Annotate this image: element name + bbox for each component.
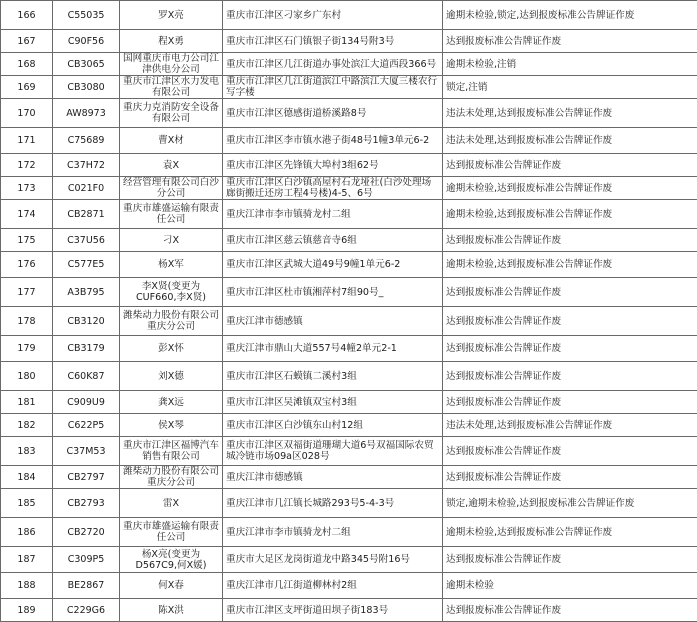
row-number-cell: 180 bbox=[1, 362, 53, 391]
address-cell: 重庆市江津区刁家乡广东村 bbox=[223, 1, 443, 30]
table-row bbox=[1, 128, 697, 154]
table-row bbox=[1, 573, 697, 599]
address-cell: 重庆江津市德感镇 bbox=[223, 307, 443, 336]
owner-cell: 雷X bbox=[120, 489, 223, 518]
status-note-cell: 达到报废标准公告牌证作废 bbox=[443, 391, 697, 414]
plate-number-cell: C909U9 bbox=[53, 391, 120, 414]
plate-number-cell: C37H72 bbox=[53, 154, 120, 177]
plate-number-cell: C229G6 bbox=[53, 599, 120, 622]
table-row bbox=[1, 466, 697, 489]
status-note-cell: 达到报废标准公告牌证作废 bbox=[443, 466, 697, 489]
plate-number-cell: C90F56 bbox=[53, 30, 120, 53]
owner-cell: 曹X材 bbox=[120, 128, 223, 154]
address-cell: 重庆市江津区石门镇银子街134号附3号 bbox=[223, 30, 443, 53]
table-row bbox=[1, 307, 697, 336]
row-number-cell: 183 bbox=[1, 437, 53, 466]
plate-number-cell: CB2793 bbox=[53, 489, 120, 518]
status-note-cell: 达到报废标准公告牌证作废 bbox=[443, 307, 697, 336]
row-number-cell: 169 bbox=[1, 76, 53, 99]
table-row bbox=[1, 414, 697, 437]
table-row bbox=[1, 154, 697, 177]
status-note-cell: 达到报废标准公告牌证作废 bbox=[443, 599, 697, 622]
table-row bbox=[1, 336, 697, 362]
address-cell: 重庆市江津区白沙镇东山村12组 bbox=[223, 414, 443, 437]
address-cell: 重庆市江津区石蟆镇二溪村3组 bbox=[223, 362, 443, 391]
status-note-cell: 达到报废标准公告牌证作废 bbox=[443, 336, 697, 362]
owner-cell: 陈X洪 bbox=[120, 599, 223, 622]
table-row bbox=[1, 518, 697, 547]
status-note-cell: 逾期未检验,达到报废标准公告牌证作废 bbox=[443, 200, 697, 229]
table-row bbox=[1, 177, 697, 200]
table-row bbox=[1, 489, 697, 518]
row-number-cell: 171 bbox=[1, 128, 53, 154]
plate-number-cell: C577E5 bbox=[53, 252, 120, 278]
owner-cell: 刁X bbox=[120, 229, 223, 252]
status-note-cell: 违法未处理,达到报废标准公告牌证作废 bbox=[443, 99, 697, 128]
status-note-cell: 逾期未检验,达到报废标准公告牌证作废 bbox=[443, 518, 697, 547]
owner-cell: 重庆市雄盛运输有限责任公司 bbox=[120, 200, 223, 229]
row-number-cell: 185 bbox=[1, 489, 53, 518]
row-number-cell: 173 bbox=[1, 177, 53, 200]
address-cell: 重庆市江津区李市镇水港子街48号1幢3单元6-2 bbox=[223, 128, 443, 154]
owner-cell: 重庆市雄盛运输有限责任公司 bbox=[120, 518, 223, 547]
owner-cell: 杨X亮(变更为D567C9,何X媛) bbox=[120, 547, 223, 573]
row-number-cell: 177 bbox=[1, 278, 53, 307]
address-cell: 重庆市江津区武城大道49号9幢1单元6-2 bbox=[223, 252, 443, 278]
address-cell: 重庆市江津区先锋镇大埠村3组62号 bbox=[223, 154, 443, 177]
row-number-cell: 181 bbox=[1, 391, 53, 414]
plate-number-cell: CB3179 bbox=[53, 336, 120, 362]
status-note-cell: 锁定,逾期未检验,达到报废标准公告牌证作废 bbox=[443, 489, 697, 518]
table-row bbox=[1, 547, 697, 573]
plate-number-cell: A3B795 bbox=[53, 278, 120, 307]
plate-number-cell: C60K87 bbox=[53, 362, 120, 391]
status-note-cell: 达到报废标准公告牌证作废 bbox=[443, 437, 697, 466]
address-cell: 重庆江津市几江街道柳林村2组 bbox=[223, 573, 443, 599]
plate-number-cell: CB3065 bbox=[53, 53, 120, 76]
plate-number-cell: CB2720 bbox=[53, 518, 120, 547]
status-note-cell: 达到报废标准公告牌证作废 bbox=[443, 547, 697, 573]
owner-cell: 程X勇 bbox=[120, 30, 223, 53]
table-row bbox=[1, 76, 697, 99]
address-cell: 重庆市大足区龙岗街道龙中路345号附16号 bbox=[223, 547, 443, 573]
address-cell: 重庆江津市李市镇骑龙村二组 bbox=[223, 518, 443, 547]
address-cell: 重庆市江津区白沙镇高屋村石龙垭社(白沙处理场廊街搬迁还房工程4号楼)4-5、6号 bbox=[223, 177, 443, 200]
plate-number-cell: CB3120 bbox=[53, 307, 120, 336]
owner-cell: 潍柴动力股份有限公司重庆分公司 bbox=[120, 307, 223, 336]
address-cell: 重庆市江津区双福街道珊瑚大道6号双福国际农贸城冷链市场09a区028号 bbox=[223, 437, 443, 466]
status-note-cell: 达到报废标准公告牌证作废 bbox=[443, 229, 697, 252]
address-cell: 重庆江津市李市镇骑龙村二组 bbox=[223, 200, 443, 229]
row-number-cell: 189 bbox=[1, 599, 53, 622]
owner-cell: 李X贤(变更为CUF660,李X贤) bbox=[120, 278, 223, 307]
status-note-cell: 达到报废标准公告牌证作废 bbox=[443, 154, 697, 177]
table-row bbox=[1, 30, 697, 53]
owner-cell: 潍柴动力股份有限公司重庆分公司 bbox=[120, 466, 223, 489]
row-number-cell: 186 bbox=[1, 518, 53, 547]
row-number-cell: 179 bbox=[1, 336, 53, 362]
plate-number-cell: C55035 bbox=[53, 1, 120, 30]
row-number-cell: 167 bbox=[1, 30, 53, 53]
address-cell: 重庆市江津区支坪街道田坝子街183号 bbox=[223, 599, 443, 622]
owner-cell: 龚X远 bbox=[120, 391, 223, 414]
row-number-cell: 168 bbox=[1, 53, 53, 76]
plate-number-cell: CB2871 bbox=[53, 200, 120, 229]
plate-number-cell: BE2867 bbox=[53, 573, 120, 599]
owner-cell: 杨X军 bbox=[120, 252, 223, 278]
address-cell: 重庆江津市德感镇 bbox=[223, 466, 443, 489]
table-body bbox=[1, 1, 697, 622]
status-note-cell: 违法未处理,达到报废标准公告牌证作废 bbox=[443, 128, 697, 154]
owner-cell: 何X春 bbox=[120, 573, 223, 599]
address-cell: 重庆市江津区几江街道办事处滨江大道西段366号 bbox=[223, 53, 443, 76]
row-number-cell: 184 bbox=[1, 466, 53, 489]
plate-number-cell: AW8973 bbox=[53, 99, 120, 128]
row-number-cell: 166 bbox=[1, 1, 53, 30]
status-note-cell: 达到报废标准公告牌证作废 bbox=[443, 278, 697, 307]
table-row bbox=[1, 278, 697, 307]
status-note-cell: 逾期未检验 bbox=[443, 573, 697, 599]
address-cell: 重庆市江津区杜市镇湘萍村7组90号_ bbox=[223, 278, 443, 307]
row-number-cell: 172 bbox=[1, 154, 53, 177]
status-note-cell: 逾期未检验,达到报废标准公告牌证作废 bbox=[443, 252, 697, 278]
row-number-cell: 174 bbox=[1, 200, 53, 229]
row-number-cell: 187 bbox=[1, 547, 53, 573]
row-number-cell: 176 bbox=[1, 252, 53, 278]
plate-number-cell: C75689 bbox=[53, 128, 120, 154]
table-row bbox=[1, 229, 697, 252]
row-number-cell: 170 bbox=[1, 99, 53, 128]
status-note-cell: 逾期未检验,达到报废标准公告牌证作废 bbox=[443, 177, 697, 200]
table-row bbox=[1, 99, 697, 128]
plate-number-cell: C37U56 bbox=[53, 229, 120, 252]
address-cell: 重庆江津市几江镇长城路293号5-4-3号 bbox=[223, 489, 443, 518]
plate-number-cell: CB2797 bbox=[53, 466, 120, 489]
address-cell: 重庆市江津区慈云镇慈音寺6组 bbox=[223, 229, 443, 252]
table-row bbox=[1, 362, 697, 391]
address-cell: 重庆市江津区几江街道滨江中路滨江大厦三楼农行写字楼 bbox=[223, 76, 443, 99]
table-row bbox=[1, 53, 697, 76]
table-row bbox=[1, 252, 697, 278]
plate-number-cell: C37M53 bbox=[53, 437, 120, 466]
status-note-cell: 锁定,注销 bbox=[443, 76, 697, 99]
row-number-cell: 175 bbox=[1, 229, 53, 252]
owner-cell: 侯X琴 bbox=[120, 414, 223, 437]
status-note-cell: 达到报废标准公告牌证作废 bbox=[443, 30, 697, 53]
plate-number-cell: CB3080 bbox=[53, 76, 120, 99]
owner-cell: 国网重庆市电力公司江津供电分公司 bbox=[120, 53, 223, 76]
row-number-cell: 182 bbox=[1, 414, 53, 437]
table-row bbox=[1, 200, 697, 229]
owner-cell: 重庆力克消防安全设备有限公司 bbox=[120, 99, 223, 128]
owner-cell: 刘X德 bbox=[120, 362, 223, 391]
table-row bbox=[1, 599, 697, 622]
status-note-cell: 达到报废标准公告牌证作废 bbox=[443, 362, 697, 391]
plate-number-cell: C309P5 bbox=[53, 547, 120, 573]
table-row bbox=[1, 1, 697, 30]
address-cell: 重庆江津市鼎山大道557号4幢2单元2-1 bbox=[223, 336, 443, 362]
owner-cell: 重庆市江津区水力发电有限公司 bbox=[120, 76, 223, 99]
plate-number-cell: C622P5 bbox=[53, 414, 120, 437]
row-number-cell: 178 bbox=[1, 307, 53, 336]
table-row bbox=[1, 437, 697, 466]
address-cell: 重庆市江津区吴滩镇双宝村3组 bbox=[223, 391, 443, 414]
owner-cell: 彭X怀 bbox=[120, 336, 223, 362]
owner-cell: 袁X bbox=[120, 154, 223, 177]
row-number-cell: 188 bbox=[1, 573, 53, 599]
plate-number-cell: C021F0 bbox=[53, 177, 120, 200]
table-row bbox=[1, 391, 697, 414]
owner-cell: 重庆市江津区福博汽车销售有限公司 bbox=[120, 437, 223, 466]
status-note-cell: 逾期未检验,注销 bbox=[443, 53, 697, 76]
status-note-cell: 逾期未检验,锁定,达到报废标准公告牌证作废 bbox=[443, 1, 697, 30]
owner-cell: 经营管理有限公司白沙分公司 bbox=[120, 177, 223, 200]
status-note-cell: 违法未处理,达到报废标准公告牌证作废 bbox=[443, 414, 697, 437]
address-cell: 重庆市江津区德感街道桥溪路8号 bbox=[223, 99, 443, 128]
owner-cell: 罗X亮 bbox=[120, 1, 223, 30]
